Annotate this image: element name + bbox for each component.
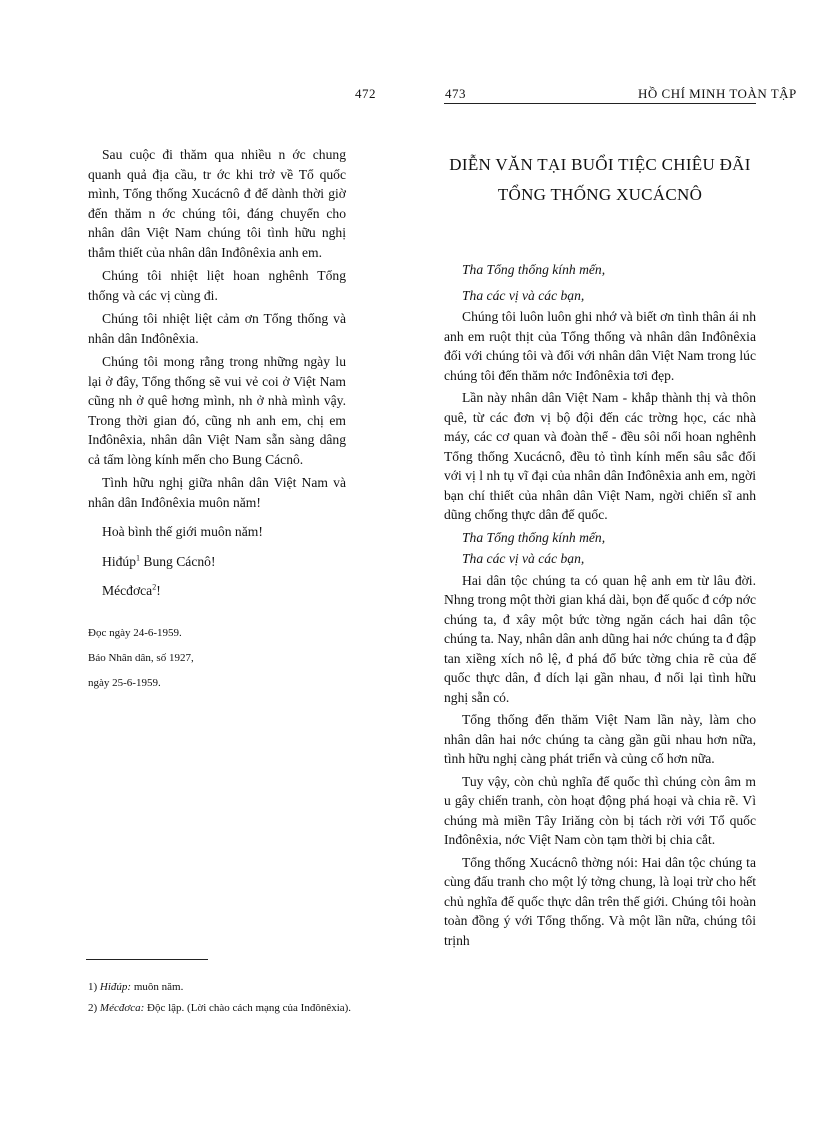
running-head: HỒ CHÍ MINH TOÀN TẬP <box>638 86 797 101</box>
paragraph: Hai dân tộc chúng ta có quan hệ anh em từ lâu đời. Nhng trong một thời gian khá dài, bọn đế quốc đ cớp nớc chúng ta, đ xây một bức tờng ngăn cách hai dân tộc chúng ta. Nay, nhân dân anh dũng hai nớc chúng ta đ đập tan xiềng xích nô lệ, đ phá đổ bức tờng chia rẽ của đế quốc thực dân, đ dích lại gần nhau, đ nối lại tình hữu nghị sẵn có. <box>444 572 756 705</box>
paragraph: Chúng tôi luôn luôn ghi nhớ và biết ơn tình thân ái nh anh em ruột thịt của Tổng thống và nhân dân Inđônêxia đối với chúng tôi và đối với nhân dân Việt Nam trong lúc chúng tôi đến thăm nớc Inđônêxia tơi đẹp. <box>444 309 756 383</box>
speech-title <box>444 150 756 210</box>
source-notes <box>88 627 346 702</box>
paragraph: Tổng thống Xucácnô thờng nói: Hai dân tộc chúng ta cùng đấu tranh cho một lý tởng chung, là loại trừ cho hết chủ nghĩa đế quốc thực dân trên thế giới. Chúng tôi hoàn toàn đồng ý với Tổng thống. Và một lần nữa, chúng tôi trịnh <box>444 854 756 948</box>
right-page <box>408 0 816 1123</box>
paragraph: Tuy vậy, còn chủ nghĩa đế quốc thì chúng còn âm m u gây chiến tranh, còn hoạt động phá hoại và chia rẽ. Vì chúng mà miền Tây Iriăng còn bị tách rời với Tổ quốc Inđônêxia, nớc Việt Nam còn tạm thời bị chia cắt. <box>444 773 756 847</box>
paragraph: Chúng tôi nhiệt liệt hoan nghênh Tổng thống và các vị cùng đi. <box>88 268 346 303</box>
paragraph: Tình hữu nghị giữa nhân dân Việt Nam và nhân dân Inđônêxia muôn năm! <box>88 475 346 510</box>
paragraph: Tổng thống đến thăm Việt Nam lần này, làm cho nhân dân hai nớc chúng ta càng gần gũi nhau hơn nữa, tình hữu nghị càng phát triển và củng cố hơn nữa. <box>444 712 756 766</box>
paragraph: Sau cuộc đi thăm qua nhiều n ớc chung quanh quả địa cầu, tr ớc khi trở về Tổ quốc mình, Tổng thống Xucácnô đ để dành thời giờ đến thăm n ớc chúng tôi, đáng chuyển cho nhân dân Việt Nam chúng tôi tình hữu nghị thắm thiết của nhân dân Inđônêxia anh em. <box>88 147 346 260</box>
title-line: DIỄN VĂN TẠI BUỔI TIỆC CHIÊU ĐÃI <box>449 155 751 174</box>
paragraph: Chúng tôi mong rằng trong những ngày lu lại ở đây, Tổng thống sẽ vui vẻ coi ở Việt Nam cũng nh ở quê hơng mình, nh ở nhà mình vậy. Trong thời gian đó, cũng nh anh em, chị em Inđônêxia, nhân dân Việt Nam sẵn sàng dâng cả tấm lòng kính mến cho Bung Cácnô. <box>88 354 346 467</box>
speech-body-continued <box>88 145 346 601</box>
page-number: 473 <box>445 86 466 101</box>
slogan: Hiđúp$^1$ Bung Cácnô! <box>102 552 216 569</box>
footnote: 1) Hiđúp: muôn năm. <box>88 981 184 993</box>
header-rule <box>444 103 756 104</box>
footnote: 2) Mécđơca: Độc lập. (Lời chào cách mạng của Inđônêxia). <box>88 1002 352 1014</box>
footnote-divider <box>86 959 208 960</box>
salutation: Tha các vị và các bạn, <box>462 551 585 566</box>
source-note: Đọc ngày 24-6-1959. <box>88 627 182 639</box>
paragraph: Lần này nhân dân Việt Nam - khắp thành thị và thôn quê, từ các đơn vị bộ đội đến các trờng học, các nhà máy, các cơ quan và đoàn thể - đều sôi nổi hoan nghênh Tổng thống Xucácnô, đều tỏ tình kính mến sâu sắc đối với vị l nh tụ vĩ đại của nhân dân Inđônêxia anh em, ngời bạn chí thiết của nhân dân Việt Nam, ngời chiến sĩ anh dũng chống thực dân đế quốc. <box>444 390 756 522</box>
slogan: Hoà bình thế giới muôn năm! <box>102 524 263 539</box>
speech-body <box>444 254 756 953</box>
source-note: ngày 25-6-1959. <box>88 677 161 689</box>
salutation: Tha Tổng thống kính mến, <box>462 262 606 277</box>
title-line: TỔNG THỐNG XUCÁCNÔ <box>497 185 703 204</box>
footnotes <box>88 980 378 1022</box>
footnote-ref: 2 <box>152 582 157 592</box>
slogan: Mécđơca$^2$! <box>102 582 161 598</box>
footnote-ref: 1 <box>135 552 140 562</box>
paragraph: Chúng tôi nhiệt liệt cảm ơn Tổng thống và nhân dân Inđônêxia. <box>88 311 346 346</box>
salutation: Tha Tổng thống kính mến, <box>462 529 606 545</box>
salutation: Tha các vị và các bạn, <box>462 287 585 303</box>
page-number: 472 <box>355 86 376 101</box>
source-note: Báo Nhân dân, số 1927, <box>88 652 194 664</box>
